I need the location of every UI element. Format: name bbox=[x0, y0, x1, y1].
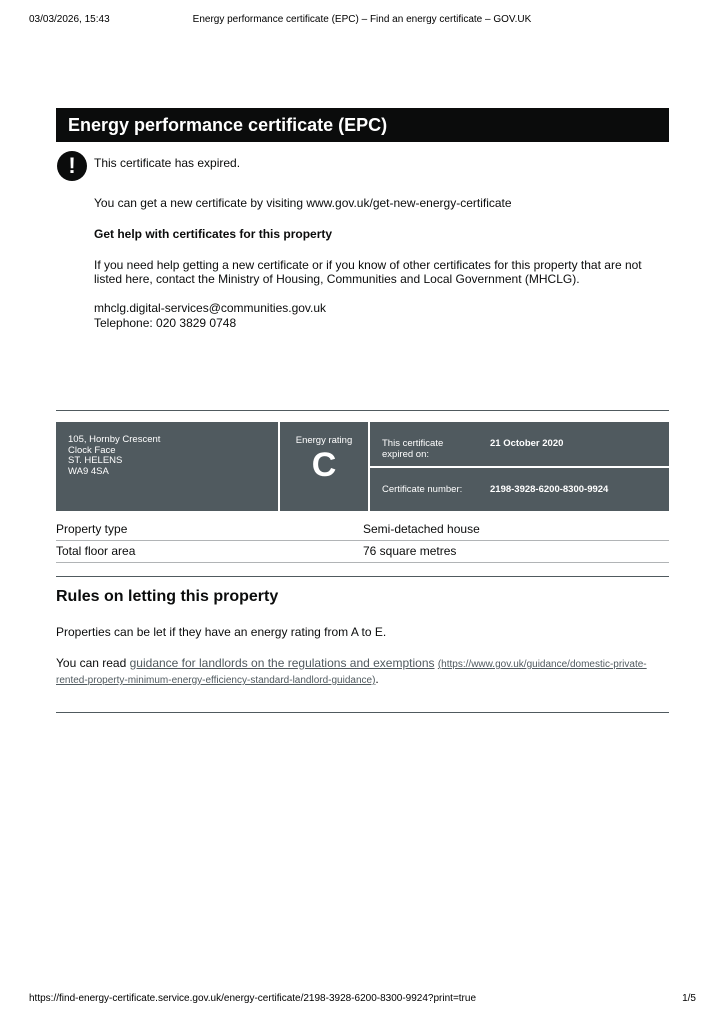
address-line: WA9 4SA bbox=[68, 465, 109, 477]
address-line: Clock Face bbox=[68, 444, 116, 456]
certificate-number-value: 2198-3928-6200-8300-9924 bbox=[490, 484, 609, 495]
help-heading: Get help with certificates for this property bbox=[94, 227, 333, 241]
floor-area-value: 76 square metres bbox=[363, 544, 457, 558]
print-url: https://find-energy-certificate.service.gov.uk/energy-certificate/2198-3928-6200-8300-9924?print=true bbox=[29, 993, 477, 1004]
guidance-url[interactable]: (https://www.gov.uk/guidance/domestic-private-rented-property-minimum-energy-efficiency-standard-landlord-guidance) bbox=[56, 659, 647, 686]
page-number: 1/5 bbox=[682, 993, 696, 1004]
help-text: If you need help getting a new certificate or if you know of other certificates for this property that are not listed here, contact the Ministry of Housing, Communities and Local Government (MHCLG). bbox=[94, 258, 642, 286]
guidance-link[interactable]: guidance for landlords on the regulations and exemptions bbox=[129, 656, 435, 670]
certificate-summary bbox=[56, 422, 669, 511]
page-title: Energy performance certificate (EPC) bbox=[56, 108, 669, 142]
print-header bbox=[29, 14, 695, 30]
floor-area-row bbox=[56, 541, 669, 563]
energy-rating-box bbox=[280, 422, 368, 511]
rules-text: Properties can be let if they have an energy rating from A to E. bbox=[56, 625, 387, 639]
contact-telephone: Telephone: 020 3829 0748 bbox=[94, 316, 237, 330]
guidance-suffix: . bbox=[375, 672, 379, 686]
expired-notice: This certificate has expired. bbox=[94, 156, 241, 170]
print-footer bbox=[29, 993, 696, 1007]
address-line: 105, Hornby Crescent bbox=[68, 434, 161, 445]
print-datetime: 03/03/2026, 15:43 bbox=[29, 14, 110, 25]
address-line: ST. HELENS bbox=[68, 455, 123, 466]
expiry-row bbox=[370, 422, 669, 466]
floor-area-label: Total floor area bbox=[56, 544, 136, 558]
rules-heading: Rules on letting this property bbox=[56, 588, 279, 605]
property-address bbox=[56, 422, 278, 511]
print-page-title: Energy performance certificate (EPC) – Find an energy certificate – GOV.UK bbox=[192, 14, 532, 25]
certificate-number-row bbox=[370, 468, 669, 511]
new-certificate-text: You can get a new certificate by visiting www.gov.uk/get-new-energy-certificate bbox=[94, 196, 512, 210]
divider bbox=[56, 410, 669, 411]
property-type-label: Property type bbox=[56, 522, 128, 536]
rules-guidance-text bbox=[56, 656, 656, 688]
contact-email[interactable]: mhclg.digital-services@communities.gov.uk bbox=[94, 301, 327, 315]
property-type-row bbox=[56, 519, 669, 541]
energy-rating-letter: C bbox=[311, 446, 337, 484]
divider bbox=[56, 576, 669, 577]
energy-rating-label: Energy rating bbox=[295, 435, 353, 446]
divider bbox=[56, 712, 669, 713]
warning-icon: ! bbox=[57, 151, 87, 181]
certificate-number-label: Certificate number: bbox=[382, 484, 463, 495]
expiry-value: 21 October 2020 bbox=[490, 438, 564, 449]
expiry-label: This certificate expired on: bbox=[382, 438, 444, 460]
guidance-prefix: You can read bbox=[56, 656, 130, 670]
property-type-value: Semi-detached house bbox=[363, 522, 480, 536]
